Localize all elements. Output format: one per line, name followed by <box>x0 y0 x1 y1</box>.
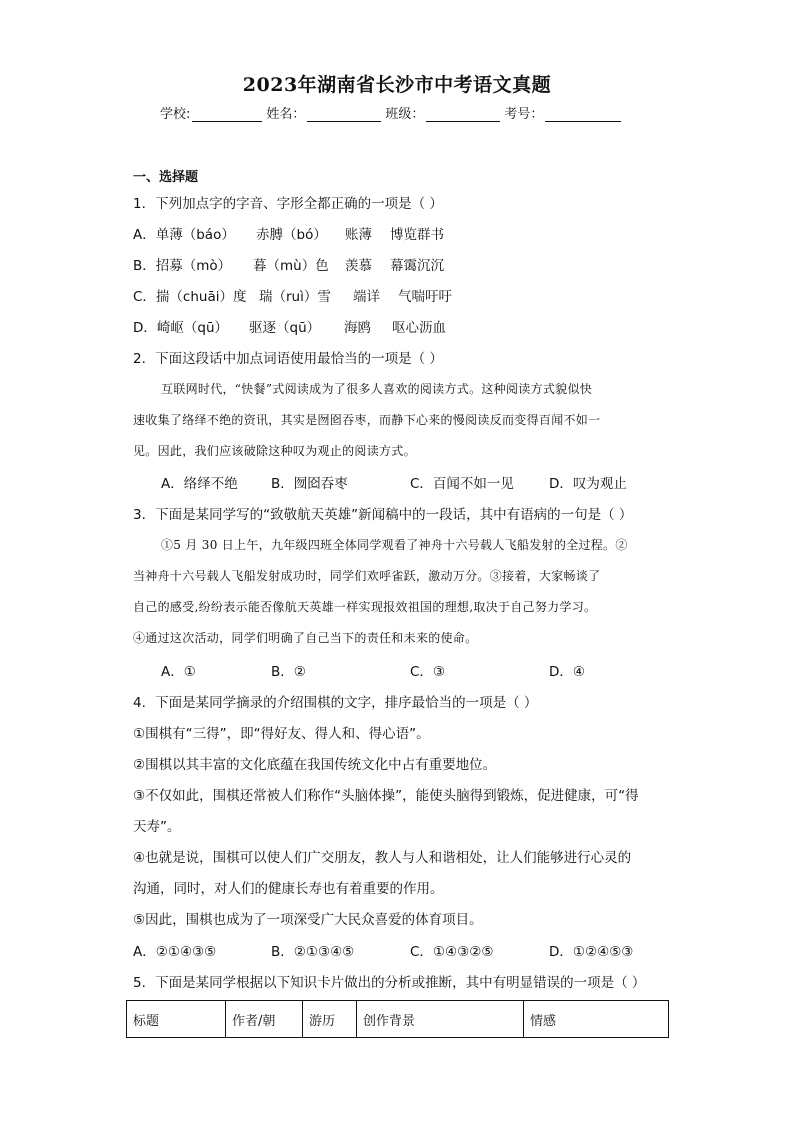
exam-info-line <box>160 103 625 122</box>
option-item: D．崎岖（qū） <box>133 320 229 336</box>
option-item: D．④ <box>549 664 585 680</box>
class-label: 班级： <box>385 107 425 122</box>
option-item: 呕心沥血 <box>392 320 446 336</box>
option-item: A．络绎不绝 <box>161 476 238 492</box>
option-item: A．②①④③⑤ <box>133 944 217 960</box>
option-item: B．②①③④⑤ <box>271 944 355 960</box>
ordering-sentence: ①围棋有“三得”，即“得好友、得人和、得心语”。 <box>133 726 430 742</box>
q1-option-a <box>133 223 633 241</box>
q2-options <box>161 472 661 490</box>
option-item: 羡慕 <box>345 258 372 274</box>
option-item: 驱逐（qū） <box>249 320 321 336</box>
passage-line: ①5 月 30 日上午，九年级四班全体同学观看了神舟十六号载人飞船发射的全过程。② <box>161 538 628 552</box>
question-4-stem: 4．下面是某同学摘录的介绍围棋的文字，排序最恰当的一项是（ ） <box>133 695 538 711</box>
passage-line: 速收集了络绎不绝的资讯，其实是囫囵吞枣，而静下心来的慢阅读反而变得百闻不如一 <box>133 413 601 427</box>
passage-line: 互联网时代，“快餐”式阅读成为了很多人喜欢的阅读方式。这种阅读方式貌似快 <box>161 382 593 396</box>
table-header-cell: 标题 <box>127 1001 226 1038</box>
table-header-row <box>127 1001 669 1038</box>
number-label: 考号： <box>504 107 544 122</box>
option-item: B．招募（mò） <box>133 258 232 274</box>
question-2-stem: 2．下面这段话中加点词语使用最恰当的一项是（ ） <box>133 351 443 367</box>
table-header-cell: 游历 <box>303 1001 357 1038</box>
option-item: C．揣（chuāi）度 <box>133 289 247 305</box>
question-5-stem: 5．下面是某同学根据以下知识卡片做出的分析或推断，其中有明显错误的一项是（ ） <box>133 975 646 991</box>
q4-options <box>133 940 673 958</box>
q3-options <box>161 660 661 678</box>
section-heading: 一、选择题 <box>133 170 199 185</box>
page-title: 2023年湖南省长沙市中考语文真题 <box>242 74 552 96</box>
option-item: 幕霭沉沉 <box>390 258 444 274</box>
passage-line: 自己的感受,纷纷表示能否像航天英雄一样实现报效祖国的理想,取决于自己努力学习。 <box>133 600 597 614</box>
school-blank <box>192 107 262 122</box>
ordering-sentence: 天寿”。 <box>133 819 181 835</box>
q1-option-b <box>133 254 633 272</box>
passage-line: 见。因此，我们应该破除这种叹为观止的阅读方式。 <box>133 444 416 458</box>
ordering-sentence: ②围棋以其丰富的文化底蕴在我国传统文化中占有重要地位。 <box>133 757 497 773</box>
option-item: 账薄 <box>345 227 372 243</box>
q1-option-d <box>133 316 633 334</box>
school-label: 学校: <box>160 107 191 122</box>
option-item: D．①②④⑤③ <box>549 944 634 960</box>
knowledge-card-table <box>126 1000 669 1038</box>
table-header-cell: 情感 <box>524 1001 669 1038</box>
table-header-cell: 作者/朝 <box>226 1001 303 1038</box>
ordering-sentence: ⑤因此，围棋也成为了一项深受广大民众喜爱的体育项目。 <box>133 912 483 928</box>
option-item: 赤膊（bó） <box>256 227 327 243</box>
option-item: 端详 <box>353 289 380 305</box>
class-blank <box>426 107 500 122</box>
option-item: A．单薄（báo） <box>133 227 235 243</box>
option-item: C．③ <box>410 664 446 680</box>
option-item: 瑞（ruì）雪 <box>259 289 331 305</box>
option-item: C．百闻不如一见 <box>410 476 514 492</box>
number-blank <box>545 107 621 122</box>
question-1-stem: 1．下列加点字的字音、字形全都正确的一项是（ ） <box>133 196 443 212</box>
option-item: A．① <box>161 664 196 680</box>
question-3-stem: 3．下面是某同学写的“致敬航天英雄”新闻稿中的一段话，其中有语病的一句是（ ） <box>133 507 633 523</box>
ordering-sentence: ④也就是说，围棋可以使人们广交朋友，教人与人和谐相处，让人们能够进行心灵的 <box>133 850 632 866</box>
option-item: B．② <box>271 664 306 680</box>
ordering-sentence: ③不仅如此，围棋还常被人们称作“头脑体操”，能使头脑得到锻炼，促进健康，可“得 <box>133 788 639 804</box>
option-item: 博览群书 <box>390 227 444 243</box>
option-item: 气喘吁吁 <box>398 289 452 305</box>
ordering-sentence: 沟通，同时，对人们的健康长寿也有着重要的作用。 <box>133 881 444 897</box>
option-item: B．囫囵吞枣 <box>271 476 348 492</box>
table-header-cell: 创作背景 <box>357 1001 524 1038</box>
option-item: C．①④③②⑤ <box>410 944 494 960</box>
name-label: 姓名： <box>266 107 306 122</box>
option-item: D．叹为观止 <box>549 476 627 492</box>
passage-line: ④通过这次活动，同学们明确了自己当下的责任和未来的使命。 <box>133 631 478 645</box>
q1-option-c <box>133 285 633 303</box>
option-item: 海鸥 <box>344 320 371 336</box>
option-item: 暮（mù）色 <box>253 258 329 274</box>
passage-line: 当神舟十六号载人飞船发射成功时，同学们欢呼雀跃，激动万分。③接着，大家畅谈了 <box>133 569 601 583</box>
name-blank <box>307 107 381 122</box>
